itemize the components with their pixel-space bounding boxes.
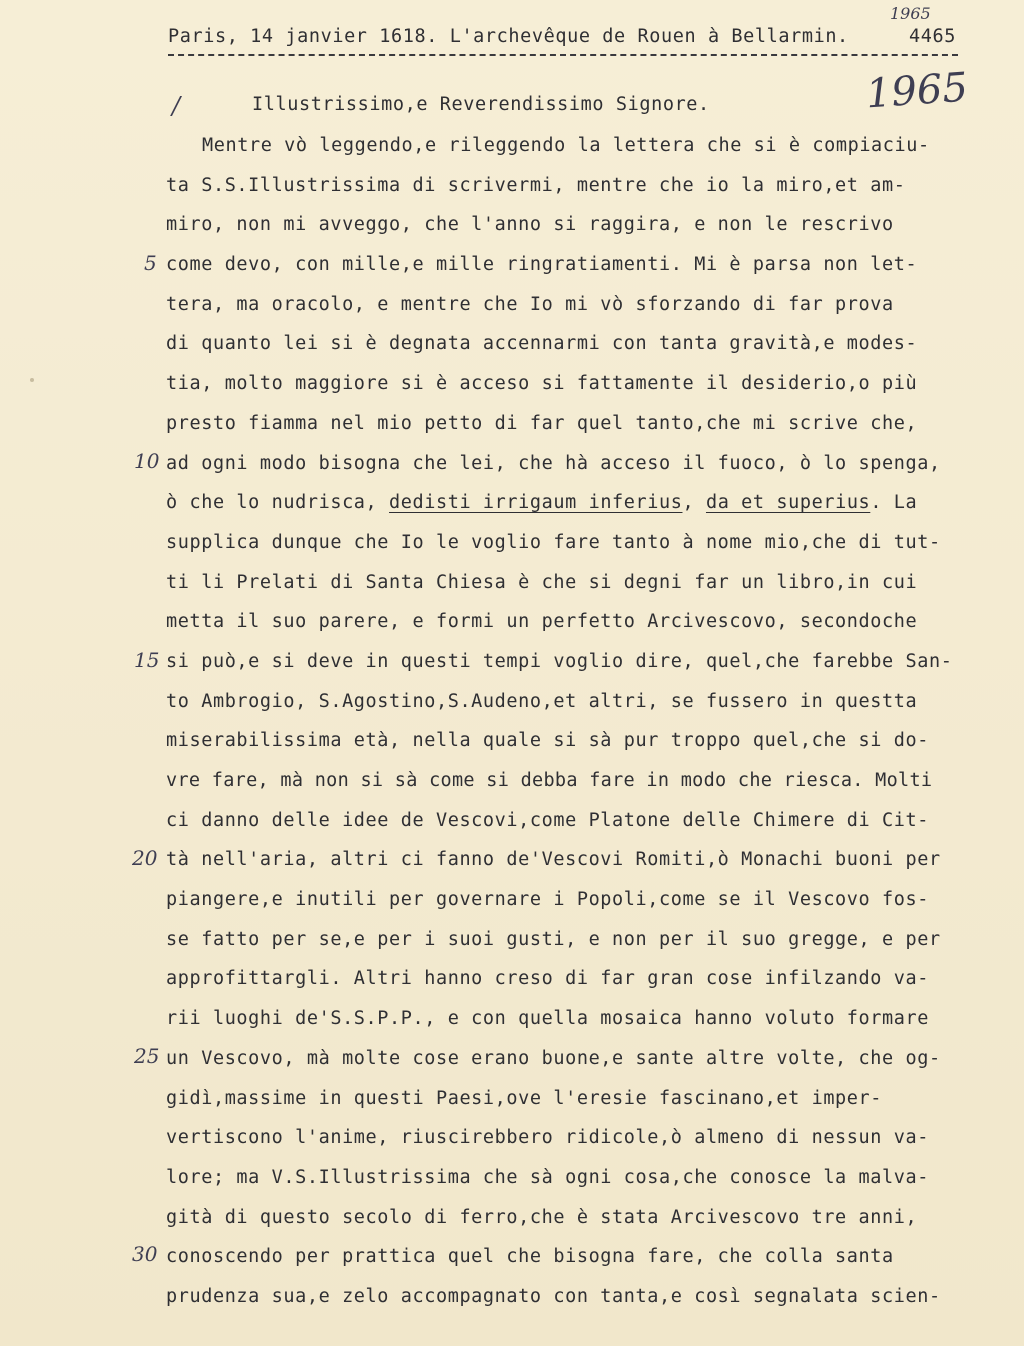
margin-line-number: 10	[134, 449, 160, 473]
text-line: se fatto per se,e per i suoi gusti, e non per il suo gregge, e per	[166, 928, 941, 950]
text-line: gità di questo secolo di ferro,che è stata Arcivescovo tre anni,	[166, 1206, 918, 1228]
handwritten-number: 1965	[864, 64, 970, 118]
text-line: tà nell'aria, altri ci fanno de'Vescovi Romiti,ò Monachi buoni per	[166, 849, 941, 871]
text-line: rii luoghi de'S.S.P.P., e con quella mosaica hanno voluto formare	[166, 1008, 929, 1030]
text-line: si può,e si deve in questi tempi voglio dire, quel,che farebbe San-	[166, 650, 953, 672]
text-line: supplica dunque che Io le voglio fare tanto à nome mio,che di tut-	[166, 531, 941, 553]
handwritten-slash: /	[172, 92, 181, 120]
text-line: conoscendo per prattica quel che bisogna fare, che colla santa	[166, 1246, 894, 1268]
margin-line-number: 20	[132, 846, 158, 870]
header-divider	[168, 54, 958, 56]
page-number: 4465	[909, 26, 956, 47]
text-line: ci danno delle idee de Vescovi,come Platone delle Chimere di Cit-	[166, 809, 929, 831]
margin-line-number: 5	[144, 251, 157, 275]
letter-body	[166, 132, 986, 1323]
text-line: di quanto lei si è degnata accennarmi con tanta gravità,e modes-	[166, 333, 918, 355]
text-line: vre fare, mà non si sà come si debba fare in modo che riesca. Molti	[166, 770, 933, 791]
text-line: approfittargli. Altri hanno creso di far gran cose infilzando va-	[166, 968, 929, 990]
text-line: ad ogni modo bisogna che lei, che hà acceso il fuoco, ò lo spenga,	[166, 452, 941, 474]
text-line: prudenza sua,e zelo accompagnato con tanta,e così segnalata scien-	[166, 1285, 941, 1307]
text-line: miserabilissima età, nella quale si sà pur troppo quel,che si do-	[166, 730, 929, 752]
text-line: to Ambrogio, S.Agostino,S.Audeno,et altri, se fussero in questta	[166, 690, 918, 712]
text-line: ti li Prelati di Santa Chiesa è che si degni far un libro,in cui	[166, 571, 918, 593]
text-line-underlined: ò che lo nudrisca, dedisti irrigaum inferius, da et superius. La	[166, 492, 918, 514]
text-line: tia, molto maggiore si è acceso si fattamente il desiderio,o più	[166, 373, 918, 395]
text-line: ta S.S.Illustrissima di scrivermi, mentre che io la miro,et am-	[166, 174, 906, 196]
text-line: tera, ma oracolo, e mentre che Io mi vò sforzando di far prova	[166, 293, 894, 315]
underlined-phrase: dedisti irrigaum inferius	[389, 492, 683, 514]
text-line: miro, non mi avveggo, che l'anno si raggira, e non le rescrivo	[166, 214, 894, 236]
handwritten-top-annotation: 1965	[890, 4, 931, 23]
text-line: metta il suo parere, e formi un perfetto Arcivescovo, secondoche	[166, 611, 918, 633]
page-header: Paris, 14 janvier 1618. L'archevêque de Rouen à Bellarmin.	[168, 26, 849, 47]
text-line: gidì,massime in questi Paesi,ove l'eresie fascinano,et imper-	[166, 1087, 883, 1109]
text-line: piangere,e inutili per governare i Popoli,come se il Vescovo fos-	[166, 889, 929, 911]
paper-stain	[30, 378, 34, 382]
text-line: vertiscono l'anime, riuscirebbero ridicole,ò almeno di nessun va-	[166, 1127, 929, 1149]
margin-line-number: 25	[134, 1044, 160, 1068]
text-line: presto fiamma nel mio petto di far quel tanto,che mi scrive che,	[166, 412, 918, 434]
salutation: Illustrissimo,e Reverendissimo Signore.	[252, 94, 710, 115]
text-line: Mentre vò leggendo,e rileggendo la lettera che si è compiaciu-	[202, 135, 930, 156]
underlined-phrase: da et superius	[705, 492, 871, 514]
margin-line-number: 15	[134, 648, 160, 672]
text-line: come devo, con mille,e mille ringratiamenti. Mi è parsa non let-	[166, 254, 918, 276]
text-line: lore; ma V.S.Illustrissima che sà ogni cosa,che conosce la malva-	[166, 1166, 929, 1188]
margin-line-number: 30	[132, 1242, 158, 1266]
text-line: un Vescovo, mà molte cose erano buone,e sante altre volte, che og-	[166, 1047, 941, 1069]
